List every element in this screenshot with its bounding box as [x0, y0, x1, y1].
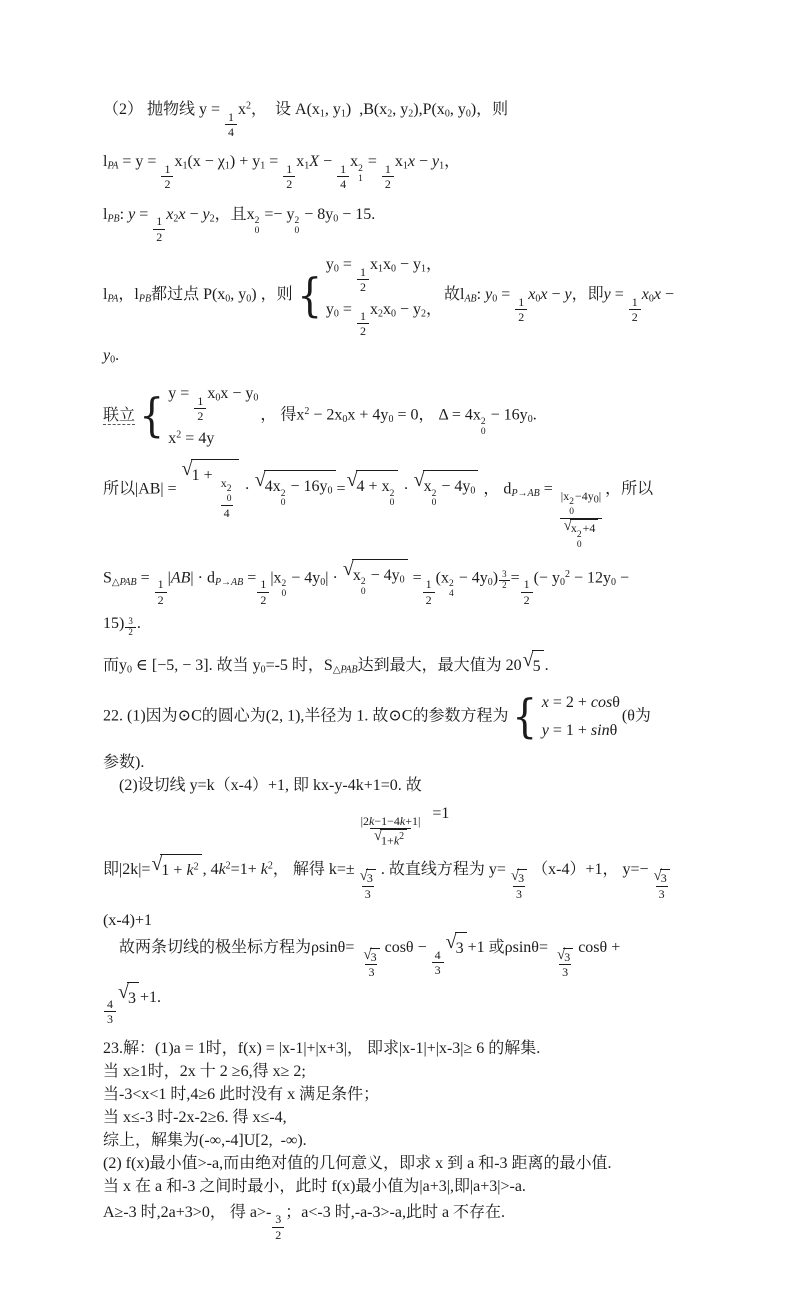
math-line: （2） 抛物线 y = $\frac{1}{4}$ $x^2$， 设 A(x1, y1) ,B(x2, y2),P(x0, y0)，则 [103, 100, 509, 139]
math-line: y0. [103, 346, 120, 366]
radical: √ 1 + x 2 0 4 [182, 459, 240, 520]
math-line: 联立 { y = $\frac{1}{2}$ x0x − y0 $x^2 = 4y$ ， 得$x^2 - 2x0x + 4y0 = 0$， Δ = 4x 2 0 − 16y0. [103, 381, 703, 451]
math-line: lPA = y = $\frac{1}{2}$ x1(x − χ1) + y1 = $\frac{1}{2}$ x1X − $\frac{1}{4}$ x 2 1 = $\frac{1}{2}$ x1x − y1， [103, 153, 461, 192]
radical: √ 3 [446, 932, 467, 964]
math-line: lPA，lPB都过点 P(x0, y0) ，则 { y0 = $\frac{1}{2}$ x1x0 − y1， y0 = $\frac{1}{2}$ x2x0 − y2， 故lAB: y0 = $\frac{1}{2}$ x0x − y，即y = $\frac{1}{2}$ x0x − [103, 252, 703, 339]
fraction: $\frac{4}{3}$ [104, 997, 116, 1027]
math-line: 而y0 ∈ [−5, − 3]. 故当 y0=-5 时，S△PAB达到最大，最大值为 20 √ 5 . [103, 650, 703, 682]
radical: √ 4x 2 0 − 16y0 [255, 470, 336, 509]
fraction: √ 3 3 [650, 869, 674, 901]
math-line: 22. (1)因为⊙C的圆心为(2, 1),半径为 1. 故⊙C的参数方程为 { x = 2 + cosθ y = 1 + sinθ (θ为 [103, 688, 651, 743]
fraction: $\frac{1}{2}$ [382, 162, 394, 192]
left-brace: { [139, 388, 165, 443]
fraction: $\frac{1}{2}$ [629, 295, 641, 325]
fraction: $\frac{1}{2}$ [423, 577, 435, 607]
math-line: 当-3<x<1 时,4≥6 此时没有 x 满足条件； [103, 1085, 380, 1103]
radical: √ 3 [360, 869, 376, 885]
radical: √ 3 [511, 869, 527, 885]
math-line: $\frac{4}{3}$ √ 3 +1. [103, 982, 703, 1027]
fraction: $\frac{1}{2}$ [283, 162, 295, 192]
math-line: 综上，解集为(-∞,-4]U[2, -∞). [103, 1131, 307, 1149]
fraction: $\frac{1}{2}$ [153, 214, 165, 244]
radical: √ $1+k^2$ [374, 829, 407, 848]
fraction: $\frac{3}{2}$ [125, 617, 136, 638]
radical: √ x 2 0 +4 [564, 519, 599, 550]
radical: √ x 2 0 − 4y0 [414, 470, 479, 509]
math-line: 23.解：(1)a = 1时，f(x) = |x-1|+|x+3|， 即求|x-1|+|x-3|≥ 6 的解集. [103, 1039, 541, 1057]
radical: √ 3 [557, 948, 573, 964]
fraction: |x 2 0 $-4y_0|$ √ x 2 0 +4 [560, 489, 602, 550]
fraction: $\frac{1}{4}$ [337, 162, 349, 192]
radical: √ x 2 0 − 4y0 [343, 559, 408, 598]
fraction: $\frac{1}{2}$ [521, 577, 533, 607]
cases-system: { y = $\frac{1}{2}$ x0x − y0 $x^2 = 4y$ [139, 385, 259, 447]
math-line: (2) f(x)最小值>-a,而由绝对值的几何意义，即求 x 到 a 和-3 距离的最小值. [103, 1154, 612, 1172]
radical: √ 3 [654, 869, 670, 885]
math-line: (x-4)+1 [103, 912, 153, 930]
math-line: (2)设切线 y=k（x-4）+1, 即 kx-y-4k+1=0. 故 [103, 777, 422, 795]
left-brace: { [512, 688, 538, 743]
math-line: 故两条切线的极坐标方程为ρsinθ= √ 3 3 cosθ − $\frac{4}{3}$ √ 3 +1 或ρsinθ= √ 3 3 cosθ + [103, 931, 621, 980]
fraction: $\frac{1}{2}$ [257, 577, 269, 607]
cases-system: { x = 2 + cosθ y = 1 + sinθ [512, 688, 620, 743]
left-brace: { [296, 267, 322, 322]
math-line: A≥-3 时,2a+3>0， 得 a>- $\frac{3}{2}$ ；a<-3 时,-a-3>-a,此时 a 不存在. [103, 1203, 506, 1242]
math-line: 当 x≤-3 时-2x-2≥6. 得 x≤-4, [103, 1108, 287, 1126]
radical: √ 4 + x 2 0 [347, 470, 399, 509]
radical: √ $1 + k^2$ [151, 854, 201, 886]
math-line: S△PAB = $\frac{1}{2}$ |AB| · dP→AB = $\frac{1}{2}$ |x 2 0 − 4y0| · √ x 2 0 − 4y0 = $\frac{1}{2}$ (x 2 4 − 4y0) $\frac{3}{2}$ = $\frac{1}{2}$ (− $y0^2 - 12y0$ − [103, 557, 630, 607]
fraction: $\frac{1}{2}$ [155, 577, 167, 607]
math-line: 当 x 在 a 和-3 之间时最小，此时 f(x)最小值为|a+3|,即|a+3|>-a. [103, 1177, 526, 1195]
math-line: |2k−1−4k+1| √ $1+k^2$ =1 [103, 799, 703, 848]
math-line: lPB: y = $\frac{1}{2}$ x2x − y2，且x 2 0 =− y 2 0 − 8y0 − 15. [103, 205, 376, 244]
fraction: √ 3 3 [553, 948, 577, 980]
fraction: $\frac{1}{2}$ [194, 394, 206, 424]
math-line: 15) $\frac{3}{2}$ . [103, 615, 141, 637]
fraction: $\frac{1}{2}$ [161, 162, 173, 192]
fraction: $\frac{3}{2}$ [499, 570, 510, 591]
cases-system: { y0 = $\frac{1}{2}$ x1x0 − y1， y0 = $\frac{1}{2}$ x2x0 − y2， [296, 256, 442, 339]
fraction: $\frac{3}{2}$ [272, 1212, 284, 1242]
fraction: $\frac{1}{2}$ [357, 309, 369, 339]
fraction: |2k−1−4k+1| √ $1+k^2$ [360, 813, 421, 848]
math-line: 参数). [103, 754, 145, 772]
fraction: √ 3 3 [507, 869, 531, 901]
fraction: √ 3 3 [356, 869, 380, 901]
fraction: $\frac{4}{3}$ [432, 948, 444, 978]
math-line: 当 x≥1时，2x 十 2 ≥6,得 x≥ 2; [103, 1062, 306, 1080]
math-line: 即|2k|= √ $1 + k^2$ , $4k^2=1+ k^2$， 解得 k=± √ 3 3 . 故直线方程为 y= √ 3 3 （x-4）+1， y=− √ 3 3 [103, 854, 703, 901]
solution-content [103, 95, 703, 1242]
radical: √ 3 [118, 982, 139, 1014]
fraction: $\frac{1}{4}$ [225, 110, 237, 140]
fraction: x 2 0 4 [220, 475, 232, 521]
radical: √ 5 [523, 650, 544, 682]
fraction: $\frac{1}{2}$ [515, 295, 527, 325]
fraction: $\frac{1}{2}$ [357, 265, 369, 295]
radical: √ 3 [363, 948, 379, 964]
math-line: 所以|AB| = √ 1 + x 2 0 4 · √ 4x 2 0 − 16y0 = √ 4 + x 2 0 · √ x 2 0 − 4y0 ， dP→AB = |x 2 0 $-4y_0|$ √ x 2 0 +4 ，所以 [103, 458, 654, 550]
fraction: √ 3 3 [359, 948, 383, 980]
